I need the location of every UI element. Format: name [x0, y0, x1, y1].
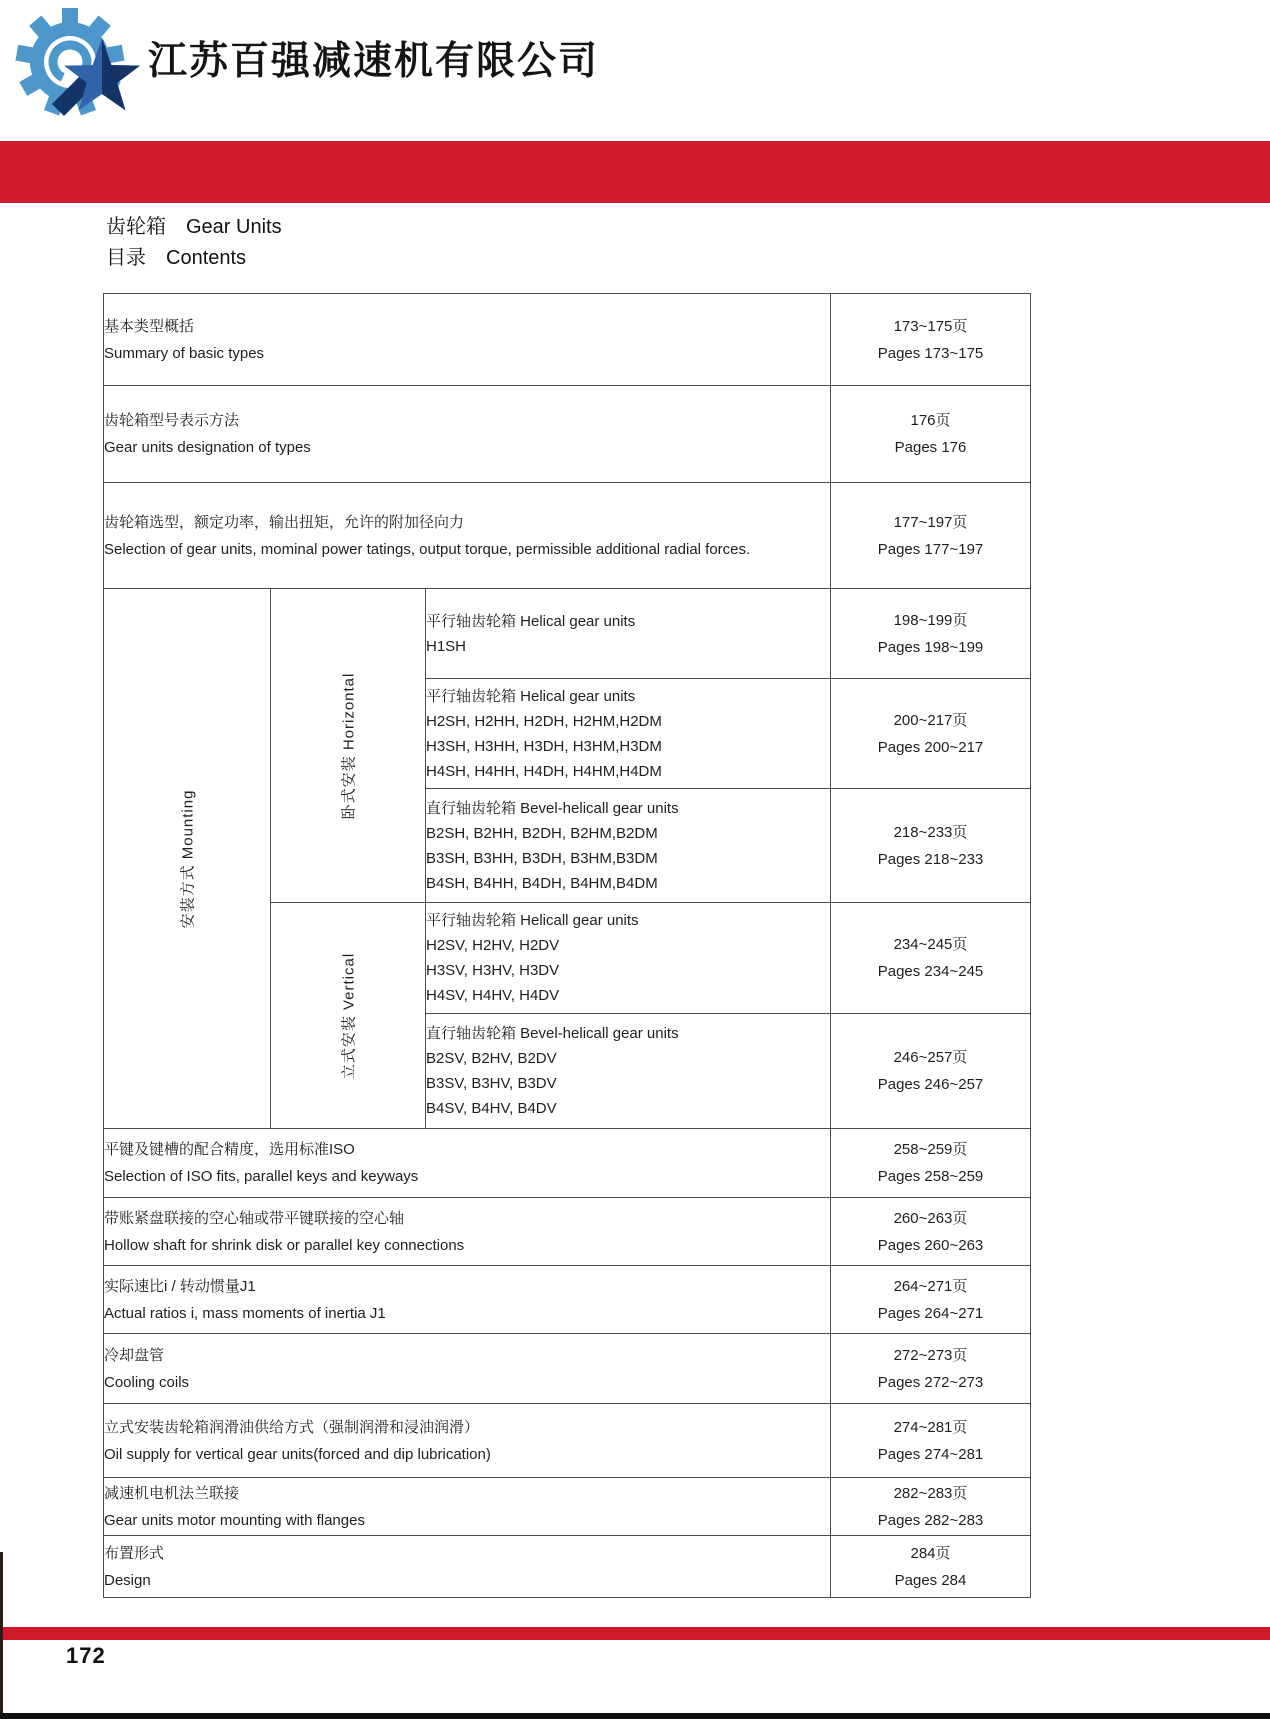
row-title-zh: 齿轮箱选型，额定功率，输出扭矩，允许的附加径向力 [104, 513, 465, 531]
gear-unit-models: B3SH, B3HH, B3DH, B3HM,B3DM [426, 849, 658, 867]
gear-unit-models: H4SH, H4HH, H4DH, H4HM,H4DM [426, 762, 662, 780]
row-title-zh: 冷却盘管 [104, 1346, 165, 1364]
gear-unit-models: H2SV, H2HV, H2DV [426, 937, 560, 954]
row-title-zh: 基本类型概括 [104, 317, 195, 335]
row-pages-cell [831, 1198, 1031, 1266]
toc-row [104, 1129, 1031, 1198]
row-pages-cell [831, 1129, 1031, 1198]
row-title-en: Oil supply for vertical gear units(forced and dip lubrication) [104, 1445, 491, 1463]
pages-zh: 246~257页 [893, 1049, 968, 1066]
pages-en: Pages 234~245 [877, 963, 984, 980]
page-title-line1 [106, 212, 282, 243]
gear-unit-models: B3SV, B3HV, B3DV [426, 1075, 557, 1092]
row-desc-cell [104, 386, 831, 483]
pages-zh: 260~263页 [893, 1209, 968, 1227]
page-number: 172 [66, 1643, 106, 1668]
row-title-en: Actual ratios i, mass moments of inertia J1 [104, 1304, 386, 1322]
pages-zh: 272~273页 [893, 1346, 968, 1364]
mounting-vertical-label: 立式安装 Vertical [340, 952, 358, 1079]
mounting-horizontal-cell [271, 589, 426, 903]
toc-row [104, 1536, 1031, 1598]
pages-en: Pages 274~281 [877, 1445, 984, 1463]
pages-zh: 234~245页 [893, 936, 968, 953]
row-pages-cell [831, 1536, 1031, 1598]
gear-unit-title: 平行轴齿轮箱 Helical gear units [426, 612, 636, 630]
row-pages-cell [831, 294, 1031, 386]
pages-en: Pages 272~273 [877, 1373, 984, 1391]
row-pages-cell [831, 483, 1031, 589]
row-pages-cell [831, 903, 1031, 1014]
toc-row [104, 1266, 1031, 1334]
toc-row [104, 1478, 1031, 1536]
pages-zh: 258~259页 [893, 1141, 968, 1158]
gear-unit-models: H3SV, H3HV, H3DV [426, 962, 560, 979]
toc-row [104, 1404, 1031, 1478]
row-desc-cell [426, 679, 831, 789]
gear-unit-title: 直行轴齿轮箱 Bevel-helicall gear units [426, 1025, 679, 1042]
gear-unit-title: 平行轴齿轮箱 Helicall gear units [426, 912, 639, 929]
toc-row [104, 483, 1031, 589]
toc-row [104, 589, 1031, 679]
row-desc-cell [104, 1478, 831, 1536]
company-name: 江苏百强减速机有限公司 [148, 40, 600, 83]
pages-zh: 284页 [910, 1544, 951, 1562]
row-pages-cell [831, 1404, 1031, 1478]
pages-zh: 177~197页 [893, 513, 968, 531]
pages-en: Pages 282~283 [877, 1511, 984, 1529]
mounting-group-label: 安装方式 Mounting [179, 789, 197, 928]
row-title-zh: 齿轮箱型号表示方法 [104, 412, 240, 429]
row-pages-cell [831, 1478, 1031, 1536]
row-title-zh: 布置形式 [104, 1544, 165, 1562]
row-title-en: Hollow shaft for shrink disk or parallel key connections [104, 1236, 465, 1254]
pages-zh: 264~271页 [893, 1277, 968, 1295]
pages-zh: 282~283页 [893, 1484, 968, 1502]
row-title-zh: 实际速比i / 转动惯量J1 [104, 1277, 256, 1295]
mounting-horizontal-label: 卧式安装 Horizontal [340, 672, 358, 819]
title-en: Gear Units [186, 216, 282, 238]
row-desc-cell [104, 1266, 831, 1334]
subtitle-zh: 目录 [106, 247, 146, 269]
pages-en: Pages 200~217 [877, 738, 984, 756]
row-title-zh: 立式安装齿轮箱润滑油供给方式（强制润滑和浸油润滑） [104, 1418, 480, 1436]
row-title-en: Gear units designation of types [104, 439, 311, 456]
row-title-zh: 带账紧盘联接的空心轴或带平键联接的空心轴 [104, 1209, 405, 1227]
row-desc-cell [104, 1129, 831, 1198]
pages-en: Pages 246~257 [877, 1076, 984, 1093]
row-desc-cell [426, 589, 831, 679]
gear-unit-title: 直行轴齿轮箱 Bevel-helicall gear units [426, 799, 679, 817]
pages-zh: 173~175页 [893, 317, 968, 335]
header-red-banner [0, 141, 1270, 203]
gear-unit-models: B4SV, B4HV, B4DV [426, 1100, 557, 1117]
pages-zh: 218~233页 [893, 823, 968, 841]
row-pages-cell [831, 679, 1031, 789]
page-title [106, 212, 282, 274]
pages-zh: 200~217页 [893, 711, 968, 729]
pages-en: Pages 264~271 [877, 1304, 984, 1322]
row-title-zh: 减速机电机法兰联接 [104, 1484, 240, 1502]
pages-en: Pages 258~259 [877, 1168, 984, 1185]
row-desc-cell [104, 483, 831, 589]
row-desc-cell [104, 1198, 831, 1266]
row-desc-cell [104, 1334, 831, 1404]
pages-zh: 274~281页 [893, 1418, 968, 1436]
gear-unit-models: H3SH, H3HH, H3DH, H3HM,H3DM [426, 737, 662, 755]
footer-red-bar [0, 1627, 1270, 1640]
toc-row [104, 1198, 1031, 1266]
row-pages-cell [831, 386, 1031, 483]
row-desc-cell [426, 1014, 831, 1129]
scan-edge-left [0, 1552, 3, 1719]
row-pages-cell [831, 789, 1031, 903]
page-title-line2 [106, 243, 282, 274]
gear-unit-models: B4SH, B4HH, B4DH, B4HM,B4DM [426, 874, 658, 892]
row-pages-cell [831, 1014, 1031, 1129]
subtitle-en: Contents [166, 247, 247, 269]
title-zh: 齿轮箱 [106, 216, 166, 238]
mounting-group-cell [104, 589, 271, 1129]
row-title-en: Gear units motor mounting with flanges [104, 1511, 365, 1529]
row-title-en: Summary of basic types [104, 344, 265, 362]
toc-row [104, 294, 1031, 386]
mounting-vertical-cell [271, 903, 426, 1129]
row-title-zh: 平键及键槽的配合精度，选用标准ISO [104, 1141, 355, 1158]
gear-unit-title: 平行轴齿轮箱 Helical gear units [426, 687, 636, 705]
row-desc-cell [426, 903, 831, 1014]
pages-en: Pages 218~233 [877, 850, 984, 868]
row-desc-cell [104, 294, 831, 386]
toc-row [104, 386, 1031, 483]
row-desc-cell [104, 1536, 831, 1598]
pages-zh: 176页 [910, 412, 951, 429]
toc-row [104, 1334, 1031, 1404]
row-title-en: Design [104, 1571, 151, 1589]
row-desc-cell [104, 1404, 831, 1478]
pages-en: Pages 260~263 [877, 1236, 984, 1254]
gear-star-logo-icon [12, 6, 142, 121]
row-title-en: Selection of ISO fits, parallel keys and keyways [104, 1168, 419, 1185]
row-pages-cell [831, 589, 1031, 679]
toc-table [103, 293, 1031, 1598]
pages-en: Pages 284 [894, 1571, 967, 1589]
row-title-en: Cooling coils [104, 1373, 190, 1391]
gear-unit-models: B2SV, B2HV, B2DV [426, 1050, 557, 1067]
row-desc-cell [426, 789, 831, 903]
row-pages-cell [831, 1334, 1031, 1404]
gear-unit-models: B2SH, B2HH, B2DH, B2HM,B2DM [426, 824, 658, 842]
pages-en: Pages 173~175 [877, 344, 984, 362]
pages-en: Pages 176 [894, 439, 967, 456]
row-title-en: Selection of gear units, mominal power tatings, output torque, permissible additional radial forces. [104, 540, 751, 558]
pages-en: Pages 177~197 [877, 540, 984, 558]
gear-unit-models: H1SH [426, 637, 467, 655]
pages-en: Pages 198~199 [877, 638, 984, 656]
scan-edge-bottom [0, 1713, 1270, 1719]
pages-zh: 198~199页 [893, 611, 968, 629]
gear-unit-models: H2SH, H2HH, H2DH, H2HM,H2DM [426, 712, 662, 730]
gear-unit-models: H4SV, H4HV, H4DV [426, 987, 560, 1004]
row-pages-cell [831, 1266, 1031, 1334]
